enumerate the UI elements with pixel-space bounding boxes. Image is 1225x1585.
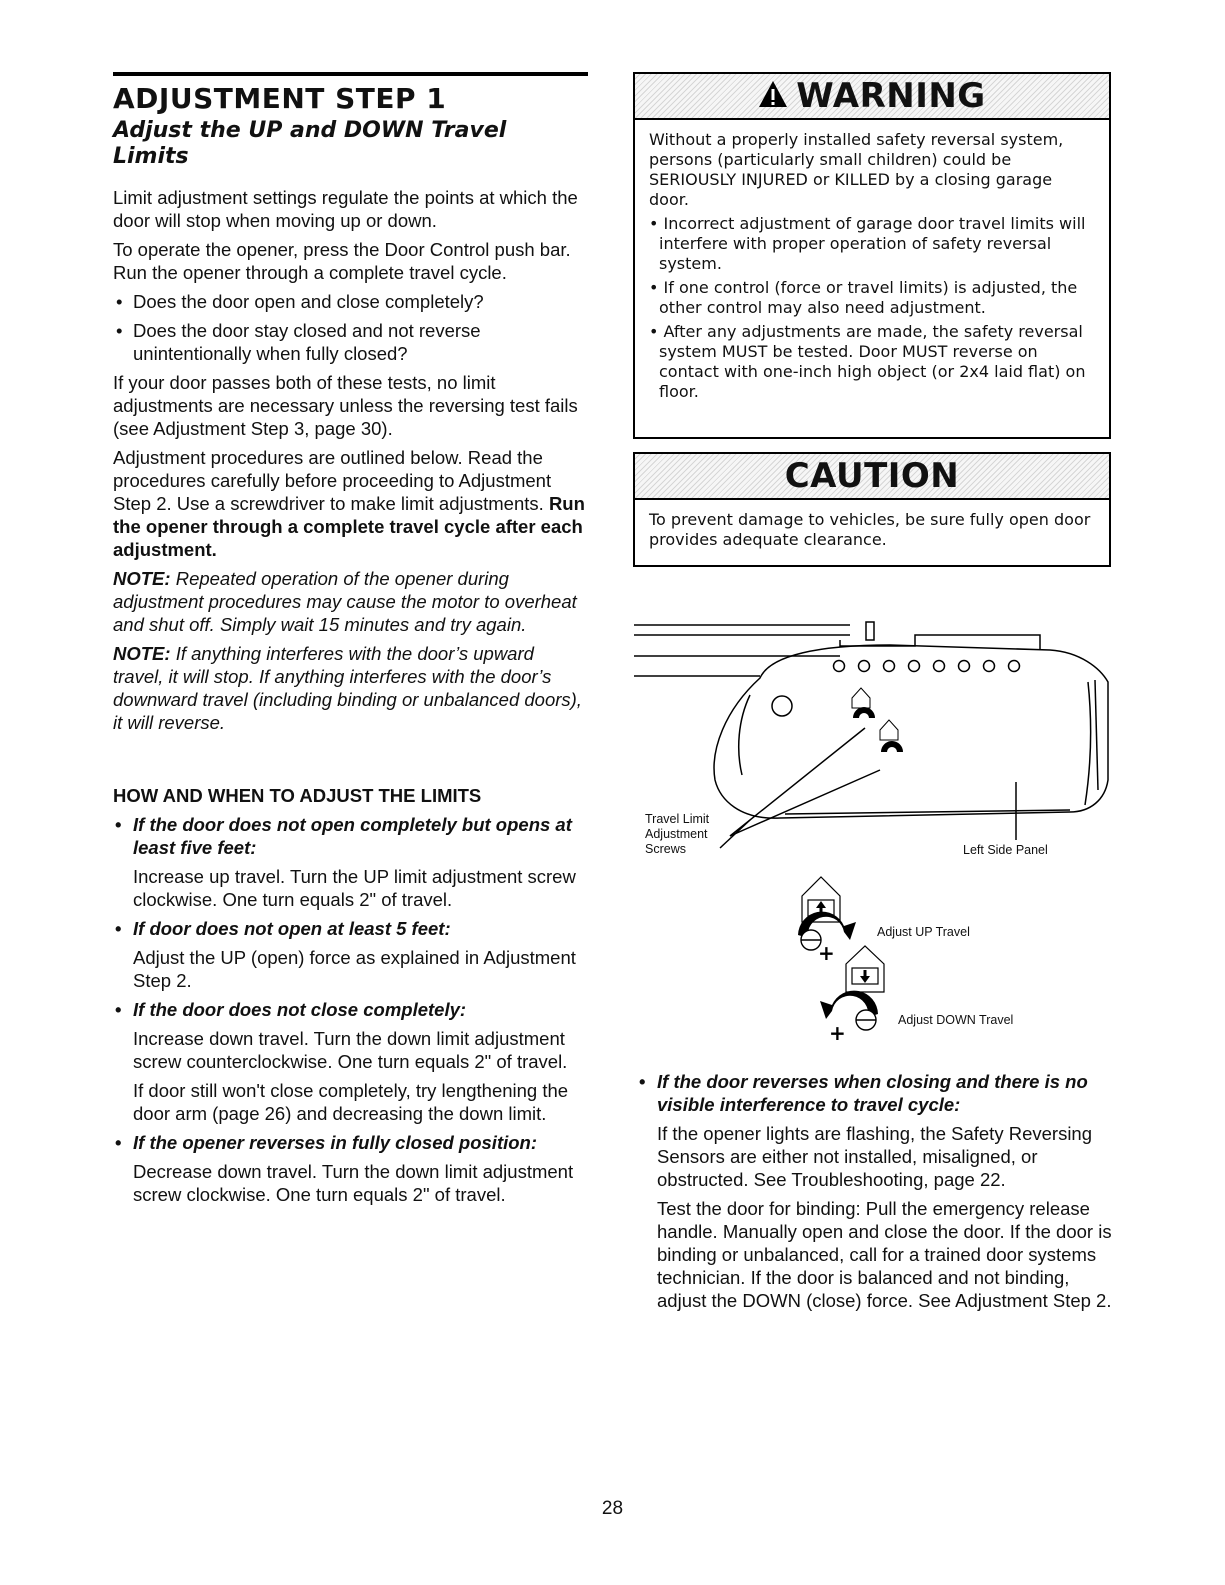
down-adjust-screw-icon bbox=[820, 991, 878, 1045]
case-paragraph: If door still won't close completely, try lengthening the door arm (page 26) and decreasing the down limit. bbox=[133, 1080, 569, 1124]
screws-label-line: Screws bbox=[645, 842, 686, 856]
caution-header bbox=[635, 454, 1109, 500]
travel-limit-screws-label bbox=[645, 812, 709, 857]
procedures-bold: Run the opener through a complete travel cycle after each adjustment. bbox=[113, 493, 585, 560]
case-paragraph: Decrease down travel. Turn the down limit adjustment screw clockwise. One turn equals 2" of travel. bbox=[133, 1161, 574, 1205]
left-column bbox=[113, 72, 588, 1212]
caution-body bbox=[635, 500, 1109, 562]
screws-label-line: Travel Limit bbox=[645, 812, 710, 826]
note-paragraph bbox=[113, 567, 588, 636]
adjust-down-label: Adjust DOWN Travel bbox=[898, 1013, 1014, 1027]
case-paragraph: Test the door for binding: Pull the emergency release handle. Manually open and close the door. If the door is binding or unbalanced, call for a trained door systems technician. If the door is balanced and not binding, adjust the DOWN (close) force. See Adjustment Step 2. bbox=[657, 1198, 1112, 1311]
case-paragraph: Increase down travel. Turn the down limit adjustment screw counterclockwise. One turn equals 2" of travel. bbox=[133, 1028, 568, 1072]
svg-text:+: + bbox=[829, 1021, 846, 1045]
screws-label-line: Adjustment bbox=[645, 827, 708, 841]
svg-text:+: + bbox=[818, 941, 835, 965]
note-label: NOTE: bbox=[113, 643, 171, 664]
note-paragraph bbox=[113, 642, 588, 734]
page-subtitle: Adjust the UP and DOWN Travel Limits bbox=[113, 118, 507, 169]
case-title: • If door does not open at least 5 feet: bbox=[113, 917, 588, 940]
note-text: If anything interferes with the door’s upward travel, it will stop. If anything interferes with the door’s downward travel (including binding or unbalanced doors), it will reverse. bbox=[113, 643, 582, 733]
check-item: • Does the door open and close completely? bbox=[113, 290, 588, 313]
page-title: ADJUSTMENT STEP 1 bbox=[113, 82, 447, 115]
case-title: • If the door reverses when closing and there is no visible interference to travel cycle: bbox=[637, 1070, 1112, 1116]
case-title: • If the door does not open completely but opens at least five feet: bbox=[113, 813, 588, 859]
passes-paragraph: If your door passes both of these tests, no limit adjustments are necessary unless the reversing test fails (see Adjustment Step 3, page 30). bbox=[113, 372, 578, 439]
case-paragraph: If the opener lights are flashing, the Safety Reversing Sensors are either not installed, misaligned, or obstructed. See Troubleshooting, page 22. bbox=[657, 1123, 1093, 1190]
caution-box bbox=[633, 452, 1111, 567]
section-heading: HOW AND WHEN TO ADJUST THE LIMITS bbox=[113, 785, 482, 806]
warning-header bbox=[635, 74, 1109, 120]
intro-paragraph: Limit adjustment settings regulate the points at which the door will stop when moving up or down. bbox=[113, 187, 578, 231]
case-title: • If the door does not close completely: bbox=[113, 998, 588, 1021]
warning-intro: Without a properly installed safety reversal system, persons (particularly small children) could be SERIOUSLY INJURED or KILLED by a closing garage door. bbox=[649, 130, 1064, 209]
warning-bullet-text: Incorrect adjustment of garage door travel limits will interfere with proper operation of safety reversal system. bbox=[659, 214, 1086, 273]
case-title: • If the opener reverses in fully closed position: bbox=[113, 1131, 588, 1154]
warning-bullet-text: If one control (force or travel limits) is adjusted, the other control may also need adjustment. bbox=[659, 278, 1078, 317]
up-adjust-screw-icon bbox=[798, 912, 856, 965]
left-side-panel-label: Left Side Panel bbox=[963, 843, 1048, 857]
page-number: 28 bbox=[601, 1498, 624, 1519]
down-travel-house-icon bbox=[846, 946, 884, 992]
warning-bullet: • After any adjustments are made, the safety reversal system MUST be tested. Door MUST reverse on contact with one-inch high object (or 2x4 laid flat) on floor. bbox=[649, 322, 1086, 401]
warning-body bbox=[635, 120, 1109, 414]
warning-title: WARNING bbox=[796, 76, 986, 116]
note-label: NOTE: bbox=[113, 568, 171, 589]
adjust-up-label: Adjust UP Travel bbox=[877, 925, 970, 939]
caution-text: To prevent damage to vehicles, be sure fully open door provides adequate clearance. bbox=[649, 510, 1091, 549]
down-arrow-icon bbox=[860, 970, 870, 983]
warning-triangle-icon bbox=[758, 80, 788, 113]
right-column-text bbox=[637, 1070, 1112, 1318]
warning-box bbox=[633, 72, 1111, 439]
intro-paragraph: To operate the opener, press the Door Control push bar. Run the opener through a complete travel cycle. bbox=[113, 239, 571, 283]
warning-bullet-text: After any adjustments are made, the safety reversal system MUST be tested. Door MUST reverse on contact with one-inch high object (or 2x4 laid flat) on floor. bbox=[659, 322, 1086, 401]
note-text: Repeated operation of the opener during adjustment procedures may cause the motor to overheat and shut off. Simply wait 15 minutes and try again. bbox=[113, 568, 577, 635]
procedures-text: Adjustment procedures are outlined below. Read the procedures carefully before proceeding to Adjustment Step 2. Use a screwdriver to make limit adjustments. bbox=[113, 447, 552, 514]
case-paragraph: Adjust the UP (open) force as explained in Adjustment Step 2. bbox=[133, 947, 576, 991]
check-item: • Does the door stay closed and not reverse unintentionally when fully closed? bbox=[113, 319, 588, 365]
warning-bullet: • If one control (force or travel limits) is adjusted, the other control may also need adjustment. bbox=[649, 278, 1078, 317]
caution-title: CAUTION bbox=[784, 456, 960, 496]
heading-rule bbox=[113, 72, 588, 76]
warning-bullet: • Incorrect adjustment of garage door travel limits will interfere with proper operation of safety reversal system. bbox=[649, 214, 1086, 273]
procedures-paragraph bbox=[113, 446, 588, 561]
case-paragraph: Increase up travel. Turn the UP limit adjustment screw clockwise. One turn equals 2" of travel. bbox=[133, 866, 576, 910]
